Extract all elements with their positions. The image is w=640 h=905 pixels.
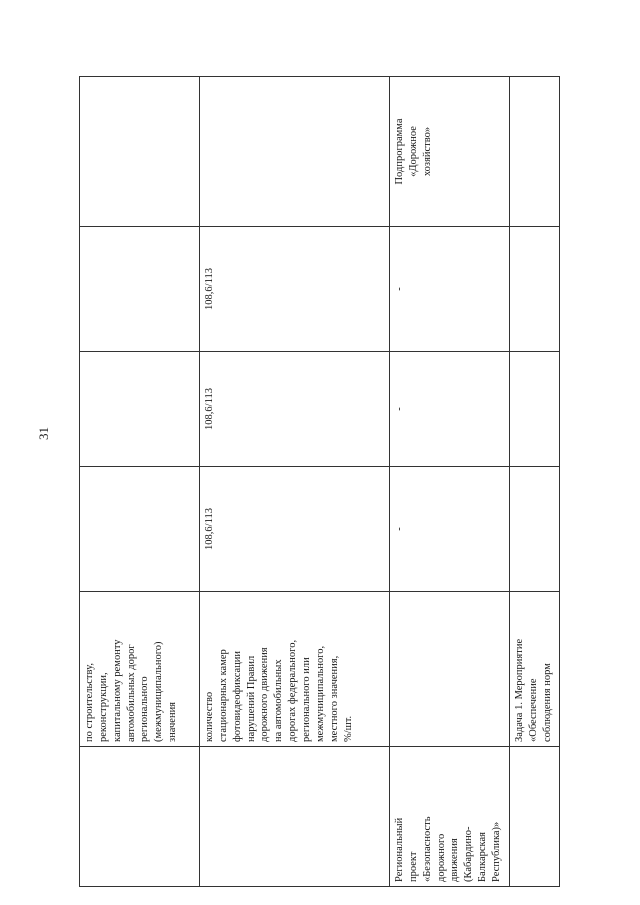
table-row (390, 77, 510, 887)
program-table (79, 76, 560, 887)
table-cell-value: - (390, 352, 510, 467)
table-cell-value: 108,6/113 (200, 467, 390, 592)
table-cell: Задача 1. Мероприятие «Обеспечение соблюдения норм (510, 592, 560, 747)
table-cell (510, 352, 560, 467)
table-cell: количество стационарных камер фотовидеофиксации нарушений Правил дорожного движения на автомобильных дорогах федерального, регионального или межмуниципального, местного значения, %/шт. (200, 592, 390, 747)
table-row (80, 77, 200, 887)
table-cell (200, 747, 390, 887)
table-cell (80, 227, 200, 352)
table-cell-value: - (390, 467, 510, 592)
document-table-area (79, 77, 559, 887)
table-cell (510, 747, 560, 887)
table-row (200, 77, 390, 887)
table-cell (80, 352, 200, 467)
page-number: 31 (36, 427, 51, 440)
table-row (510, 77, 560, 887)
table-cell (80, 747, 200, 887)
table-cell: Региональный проект «Безопасность дорожного движения (Кабардино- Балкарская Республика)» (390, 747, 510, 887)
table-cell (390, 592, 510, 747)
table-cell (80, 467, 200, 592)
table-cell (80, 77, 200, 227)
table-cell: по строительству, реконструкции, капитальному ремонту автомобильных дорог регионального (межмуниципального) значения (80, 592, 200, 747)
table-cell (200, 77, 390, 227)
table-cell (510, 227, 560, 352)
table-cell (510, 77, 560, 227)
table-cell: Подпрограмма «Дорожное хозяйство» (390, 77, 510, 227)
table-cell-value: 108,6/113 (200, 227, 390, 352)
table-cell-value: - (390, 227, 510, 352)
table-cell (510, 467, 560, 592)
table-cell-value: 108,6/113 (200, 352, 390, 467)
